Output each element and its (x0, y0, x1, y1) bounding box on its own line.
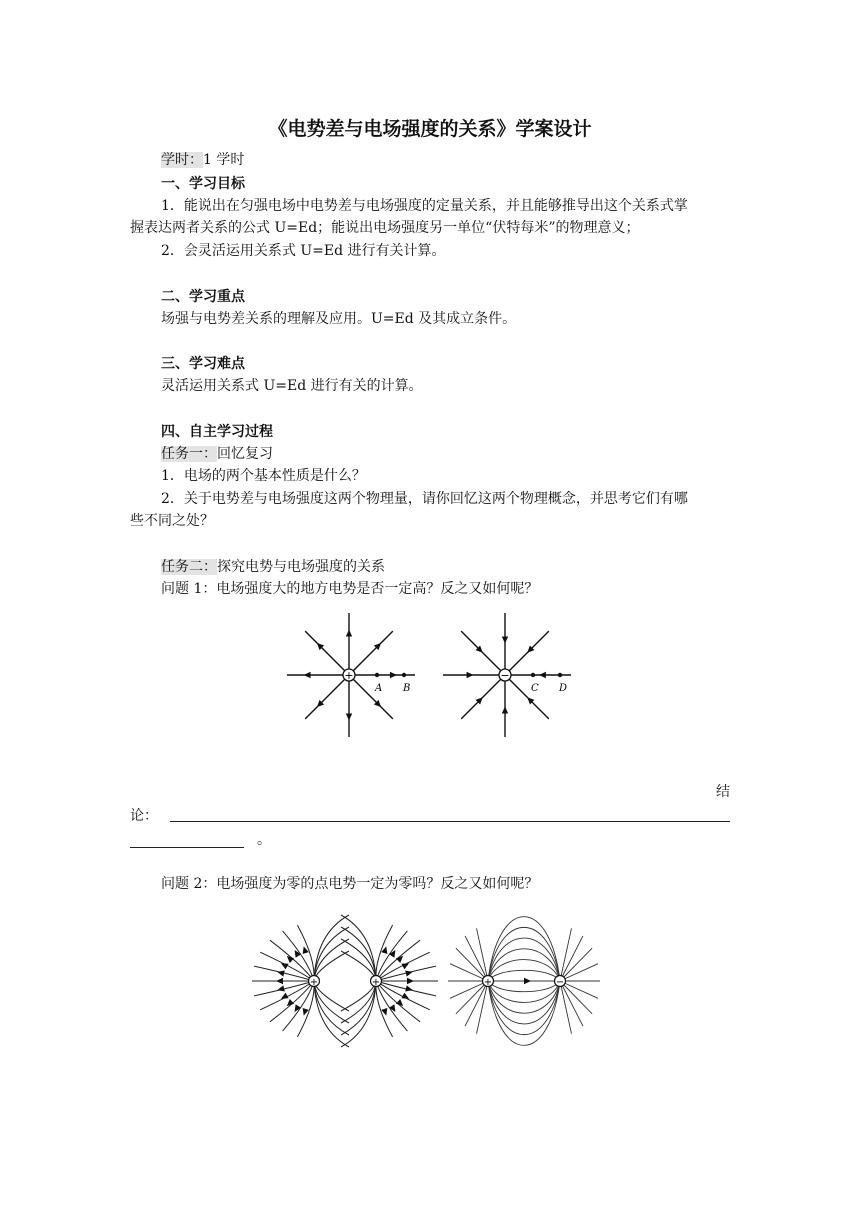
task-2-question-1: 问题 1：电场强度大的地方电势是否一定高？反之又如何呢？ (161, 581, 539, 597)
conclusion-answer-line-2 (130, 847, 244, 848)
field-line (305, 675, 349, 719)
document-title: 《电势差与电场强度的关系》学案设计 (268, 118, 592, 140)
field-arrow (281, 963, 289, 969)
field-arrow (346, 713, 352, 720)
task-2-label: 任务二： (161, 559, 217, 575)
field-arrow (389, 1004, 395, 1012)
field-line (341, 981, 376, 1011)
field-line (305, 631, 349, 675)
field-line (314, 981, 349, 1011)
task-2-title (161, 557, 385, 577)
field-arrow (401, 963, 409, 969)
study-hours-label: 学时： (161, 152, 203, 168)
key-points-heading: 二、学习重点 (161, 289, 245, 305)
field-arrow (304, 672, 311, 678)
charge-sign: − (500, 669, 510, 682)
negative-charge-diagram (443, 613, 571, 737)
difficulty-heading: 三、学习难点 (161, 356, 245, 372)
point-charge-field-figure (285, 611, 585, 741)
field-arrow (539, 672, 546, 678)
goals-heading: 一、学习目标 (161, 176, 245, 192)
field-line (341, 981, 376, 1023)
field-arrow (295, 1004, 301, 1012)
field-arrow (401, 993, 409, 999)
conclusion-answer-line-1 (170, 821, 730, 822)
difficulty-text: 灵活运用关系式 U=Ed 进行有关的计算。 (161, 378, 423, 394)
field-arrow (390, 672, 397, 678)
conclusion-label-part-1: 结 (716, 784, 730, 800)
field-line (314, 981, 349, 1023)
like-charges-diagram (252, 915, 438, 1047)
goal-item-1-line-1: 1．能说出在匀强电场中电势差与电场强度的定量关系，并且能够推导出这个关系式掌 (161, 198, 688, 214)
task-2-question-2: 问题 2：电场强度为零的点电势一定为零吗？反之又如何呢？ (161, 876, 539, 892)
point-dot (402, 673, 406, 677)
goal-item-2: 2．会灵活运用关系式 U=Ed 进行有关计算。 (161, 243, 446, 259)
charge-sign: + (371, 977, 381, 988)
field-line (341, 951, 376, 981)
field-line (349, 631, 393, 675)
field-line (465, 936, 488, 981)
point-dot (375, 673, 379, 677)
point-label: C (531, 683, 539, 694)
field-line (477, 928, 488, 981)
point-dot (558, 673, 562, 677)
two-charge-field-figure (252, 921, 602, 1041)
task-2-name: 探究电势与电场强度的关系 (217, 559, 385, 575)
task-1-label: 任务一： (161, 446, 217, 462)
field-line (560, 981, 598, 998)
charge-sign: + (309, 977, 319, 988)
positive-charge-diagram (287, 613, 415, 737)
charge-sign: − (555, 977, 565, 988)
process-heading: 四、自主学习过程 (161, 424, 273, 440)
field-arrow (502, 637, 508, 644)
field-line (505, 631, 549, 675)
field-line (560, 936, 583, 981)
field-arrow (295, 950, 301, 958)
field-arrow (346, 630, 352, 637)
charge-sign: + (344, 669, 354, 682)
goal-item-1-line-2: 握表达两者关系的公式 U=Ed；能说出电场强度另一单位“伏特每米”的物理意义； (130, 220, 640, 236)
field-line (349, 675, 393, 719)
field-line (560, 928, 571, 981)
field-line (341, 939, 376, 981)
point-label: D (559, 683, 568, 694)
opposite-charges-diagram (448, 917, 600, 1046)
field-arrow (276, 978, 283, 984)
field-line (477, 981, 488, 1034)
field-line (450, 964, 488, 981)
key-points-text: 场强与电势差关系的理解及应用。U=Ed 及其成立条件。 (161, 311, 517, 327)
field-line (461, 675, 505, 719)
field-arrow (389, 950, 395, 958)
task-1-question-2-line-2: 些不同之处？ (130, 513, 214, 529)
field-line (488, 927, 560, 981)
field-line (450, 981, 488, 998)
study-hours (161, 150, 244, 170)
field-line (505, 675, 549, 719)
field-arrow (281, 993, 289, 999)
study-hours-value: 1 学时 (203, 152, 245, 168)
point-label: B (403, 683, 411, 694)
field-line (560, 981, 592, 1014)
task-1-title (161, 444, 273, 464)
field-arrow (524, 978, 531, 984)
point-dot (531, 673, 535, 677)
field-line (560, 948, 592, 981)
charge-sign: + (483, 977, 493, 988)
task-1-question-1: 1．电场的两个基本性质是什么？ (161, 468, 366, 484)
field-line (314, 939, 349, 981)
task-1-question-2-line-1: 2．关于电势差与电场强度这两个物理量，请你回忆这两个物理概念，并思考它们有哪 (161, 491, 688, 507)
field-arrow (407, 978, 414, 984)
field-line (461, 631, 505, 675)
field-line (560, 981, 571, 1034)
conclusion-label-part-2: 论： (130, 808, 158, 824)
task-1-name: 回忆复习 (217, 446, 273, 462)
conclusion-period: 。 (257, 832, 271, 848)
field-arrow (502, 706, 508, 713)
field-arrow (467, 672, 474, 678)
field-line (314, 951, 349, 981)
point-label: A (375, 683, 383, 694)
field-line (560, 964, 598, 981)
field-line (488, 981, 560, 1035)
